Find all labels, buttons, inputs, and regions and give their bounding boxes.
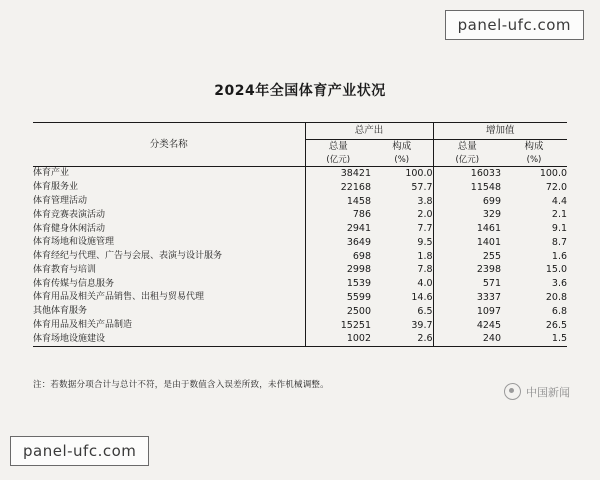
statistics-table <box>33 122 567 347</box>
watermark-bottom-left: panel-ufc.com <box>10 436 149 466</box>
cell-value-added-pct: 3.6 <box>551 278 568 290</box>
row-label: 体育传媒与信息服务 <box>33 278 115 289</box>
sina-watermark <box>504 383 570 400</box>
row-label: 体育服务业 <box>33 182 79 193</box>
cell-value-added-total: 329 <box>433 208 501 222</box>
table-row <box>33 222 567 236</box>
row-label: 体育经纪与代理、广告与会展、表演与设计服务 <box>33 251 223 262</box>
cell-value-added-total: 2398 <box>433 263 501 277</box>
cell-output-total: 698 <box>305 250 371 264</box>
cell-output-pct: 7.8 <box>417 264 433 276</box>
table-note: 注：若数据分项合计与总计不符，是由于数值含入误差所致，未作机械调整。 <box>33 380 329 390</box>
col-header-value-added-pct-label: 构成 <box>524 141 544 152</box>
row-label: 体育管理活动 <box>33 195 88 206</box>
cell-value-added-total: 11548 <box>433 181 501 195</box>
cell-output-total: 1539 <box>305 277 371 291</box>
cell-output-total: 1002 <box>305 332 371 346</box>
col-group-output: 总产出 <box>305 123 433 140</box>
table-row <box>33 305 567 319</box>
cell-value-added-total: 4245 <box>433 319 501 333</box>
col-header-output-total-unit: (亿元) <box>326 154 351 165</box>
cell-output-pct: 4.0 <box>417 278 433 290</box>
cell-output-pct: 1.8 <box>417 250 433 262</box>
cell-value-added-pct: 15.0 <box>545 264 568 276</box>
sina-watermark-label: 中国新闻 <box>526 385 570 399</box>
col-group-value-added: 增加值 <box>433 123 567 140</box>
cell-output-pct: 57.7 <box>411 181 433 193</box>
cell-value-added-total: 240 <box>433 332 501 346</box>
cell-value-added-total: 255 <box>433 250 501 264</box>
eye-icon <box>504 383 521 400</box>
cell-output-pct: 9.5 <box>417 236 433 248</box>
cell-value-added-pct: 8.7 <box>551 236 568 248</box>
col-header-output-total-label: 总量 <box>328 141 348 152</box>
cell-output-total: 3649 <box>305 236 371 250</box>
col-header-value-added-total-label: 总量 <box>457 141 477 152</box>
row-label: 体育竞赛表演活动 <box>33 209 106 220</box>
row-label: 体育教育与培训 <box>33 264 97 275</box>
row-label: 体育健身休闲活动 <box>33 223 106 234</box>
cell-output-pct: 2.6 <box>371 332 433 346</box>
cell-value-added-total: 1461 <box>433 222 501 236</box>
cell-value-added-pct: 26.5 <box>545 319 568 331</box>
row-label: 体育场地设施建设 <box>33 332 305 346</box>
cell-value-added-total: 1097 <box>433 305 501 319</box>
cell-value-added-pct: 20.8 <box>545 291 568 303</box>
cell-output-total: 2998 <box>305 263 371 277</box>
table-row <box>33 263 567 277</box>
col-header-value-added-total-unit: (亿元) <box>455 154 480 165</box>
row-label: 其他体育服务 <box>33 306 88 317</box>
cell-output-total: 22168 <box>305 181 371 195</box>
cell-output-pct: 7.7 <box>417 223 433 235</box>
cell-output-total: 786 <box>305 208 371 222</box>
cell-value-added-total: 699 <box>433 195 501 209</box>
cell-value-added-pct: 100.0 <box>501 167 567 181</box>
row-label: 体育场地和设施管理 <box>33 237 115 248</box>
table-row <box>33 319 567 333</box>
row-label: 体育产业 <box>33 167 305 181</box>
table-row <box>33 277 567 291</box>
col-header-output-pct-label: 构成 <box>392 141 412 152</box>
col-header-name: 分类名称 <box>33 123 305 167</box>
col-header-value-added-total <box>433 140 501 167</box>
table-row <box>33 195 567 209</box>
cell-value-added-pct: 1.5 <box>501 332 567 346</box>
cell-value-added-pct: 9.1 <box>551 223 568 235</box>
cell-value-added-pct: 6.8 <box>551 305 568 317</box>
cell-value-added-total: 571 <box>433 277 501 291</box>
cell-value-added-total: 16033 <box>433 167 501 181</box>
cell-output-total: 15251 <box>305 319 371 333</box>
cell-output-pct: 100.0 <box>371 167 433 181</box>
col-header-output-pct <box>371 140 433 167</box>
cell-output-total: 2941 <box>305 222 371 236</box>
table-row <box>33 167 567 181</box>
cell-output-total: 2500 <box>305 305 371 319</box>
page-title: 2024年全国体育产业状况 <box>214 83 386 99</box>
table-row <box>33 236 567 250</box>
table-row <box>33 208 567 222</box>
cell-output-pct: 6.5 <box>417 305 433 317</box>
table-row <box>33 291 567 305</box>
cell-value-added-pct: 4.4 <box>551 195 568 207</box>
col-header-value-added-pct-unit: (%) <box>526 154 542 165</box>
cell-value-added-pct: 72.0 <box>545 181 568 193</box>
col-header-value-added-pct <box>501 140 567 167</box>
table-row <box>33 181 567 195</box>
cell-output-pct: 2.0 <box>417 209 433 221</box>
watermark-top-right: panel-ufc.com <box>445 10 584 40</box>
cell-value-added-pct: 1.6 <box>551 250 568 262</box>
cell-value-added-total: 3337 <box>433 291 501 305</box>
row-label: 体育用品及相关产品制造 <box>33 319 133 330</box>
table-header-group-row <box>33 123 567 140</box>
row-label: 体育用品及相关产品销售、出租与贸易代理 <box>33 292 205 303</box>
cell-output-pct: 14.6 <box>411 291 433 303</box>
table-row <box>33 332 567 346</box>
cell-value-added-total: 1401 <box>433 236 501 250</box>
cell-output-pct: 39.7 <box>411 319 433 331</box>
cell-output-total: 5599 <box>305 291 371 305</box>
table-row <box>33 250 567 264</box>
col-header-output-total <box>305 140 371 167</box>
cell-output-pct: 3.8 <box>417 195 433 207</box>
cell-value-added-pct: 2.1 <box>551 209 568 221</box>
cell-output-total: 1458 <box>305 195 371 209</box>
col-header-output-pct-unit: (%) <box>394 154 410 165</box>
cell-output-total: 38421 <box>305 167 371 181</box>
